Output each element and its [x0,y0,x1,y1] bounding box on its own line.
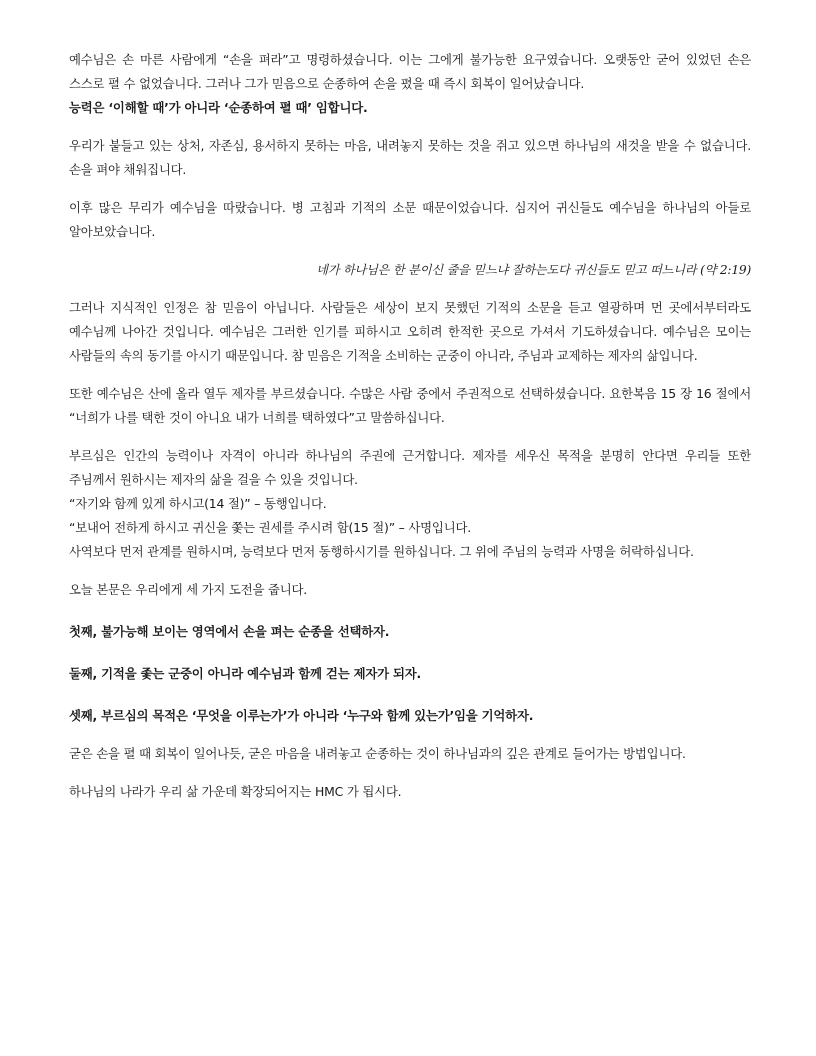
verse-line-14: “자기와 함께 있게 하시고(14 절)” – 동행입니다. [69,496,327,511]
paragraph-calling [69,444,751,564]
paragraph-hand-stretched [69,48,751,120]
challenge-third: 셋째, 부르심의 목적은 ‘무엇을 이루는가’가 아니라 ‘누구와 함께 있는가’임을 기억하자. [69,708,534,723]
scripture-quote: 네가 하나님은 한 분이신 줄을 믿느냐 잘하는도다 귀신들도 믿고 떠느니라 (약 2:19) [316,263,751,277]
paragraph-deep-relationship: 굳은 손을 펼 때 회복이 일어나듯, 굳은 마음을 내려놓고 순종하는 것이 하나님과의 깊은 관계로 들어가는 방법입니다. [69,746,686,761]
document-page [69,48,751,804]
verse-line-15: “보내어 전하게 하시고 귀신을 쫓는 권세를 주시려 함(15 절)” – 사명입니다. [69,520,471,535]
challenge-second: 둘째, 기적을 좇는 군중이 아니라 예수님과 함께 걷는 제자가 되자. [69,666,422,681]
paragraph-text: 예수님은 손 마른 사람에게 “손을 펴라”고 명령하셨습니다. 이는 그에게 불가능한 요구였습니다. 오랫동안 굳어 있었던 손은 스스로 펼 수 없었습니다. 그러나 그가 믿음으로 순종하여 손을 폈을 때 즉시 회복이 일어났습니다. [69,52,751,91]
paragraph-closing: 하나님의 나라가 우리 삶 가운데 확장되어지는 HMC 가 됩시다. [69,784,402,799]
paragraph-true-faith: 그러나 지식적인 인정은 참 믿음이 아닙니다. 사람들은 세상이 보지 못했던 기적의 소문을 듣고 열광하며 먼 곳에서부터라도 예수님께 나아간 것입니다. 예수님은 그러한 인기를 피하시고 오히려 한적한 곳으로 가셔서 기도하셨습니다. 예수님은 모이는 사람들의 속의 동기를 아시기 때문입니다. 참 믿음은 기적을 소비하는 군중이 아니라, 주님과 교제하는 제자의 삶입니다. [69,300,751,363]
relationship-line: 사역보다 먼저 관계를 원하시며, 능력보다 먼저 동행하시기를 원하십니다. 그 위에 주님의 능력과 사명을 허락하십니다. [69,544,694,559]
paragraph-twelve-disciples: 또한 예수님은 산에 올라 열두 제자를 부르셨습니다. 수많은 사람 중에서 주권적으로 선택하셨습니다. 요한복음 15 장 16 절에서 “너희가 나를 택한 것이 아니요 내가 너희를 택하였다”고 말씀하십니다. [69,386,751,425]
bold-statement: 능력은 ‘이해할 때’가 아니라 ‘순종하여 펼 때’ 임합니다. [69,100,368,115]
challenge-first: 첫째, 불가능해 보이는 영역에서 손을 펴는 순종을 선택하자. [69,624,390,639]
paragraph-three-challenges: 오늘 본문은 우리에게 세 가지 도전을 줍니다. [69,582,308,597]
paragraph-text: 부르심은 인간의 능력이나 자격이 아니라 하나님의 주권에 근거합니다. 제자를 세우신 목적을 분명히 안다면 우리들 또한 주님께서 원하시는 제자의 삶을 걸을 수 있을 것입니다. [69,448,751,487]
paragraph-crowd-followed: 이후 많은 무리가 예수님을 따랐습니다. 병 고침과 기적의 소문 때문이었습니다. 심지어 귀신들도 예수님을 하나님의 아들로 알아보았습니다. [69,200,751,239]
paragraph-open-hands: 우리가 붙들고 있는 상처, 자존심, 용서하지 못하는 마음, 내려놓지 못하는 것을 쥐고 있으면 하나님의 새것을 받을 수 없습니다. 손을 펴야 채워집니다. [69,138,751,177]
